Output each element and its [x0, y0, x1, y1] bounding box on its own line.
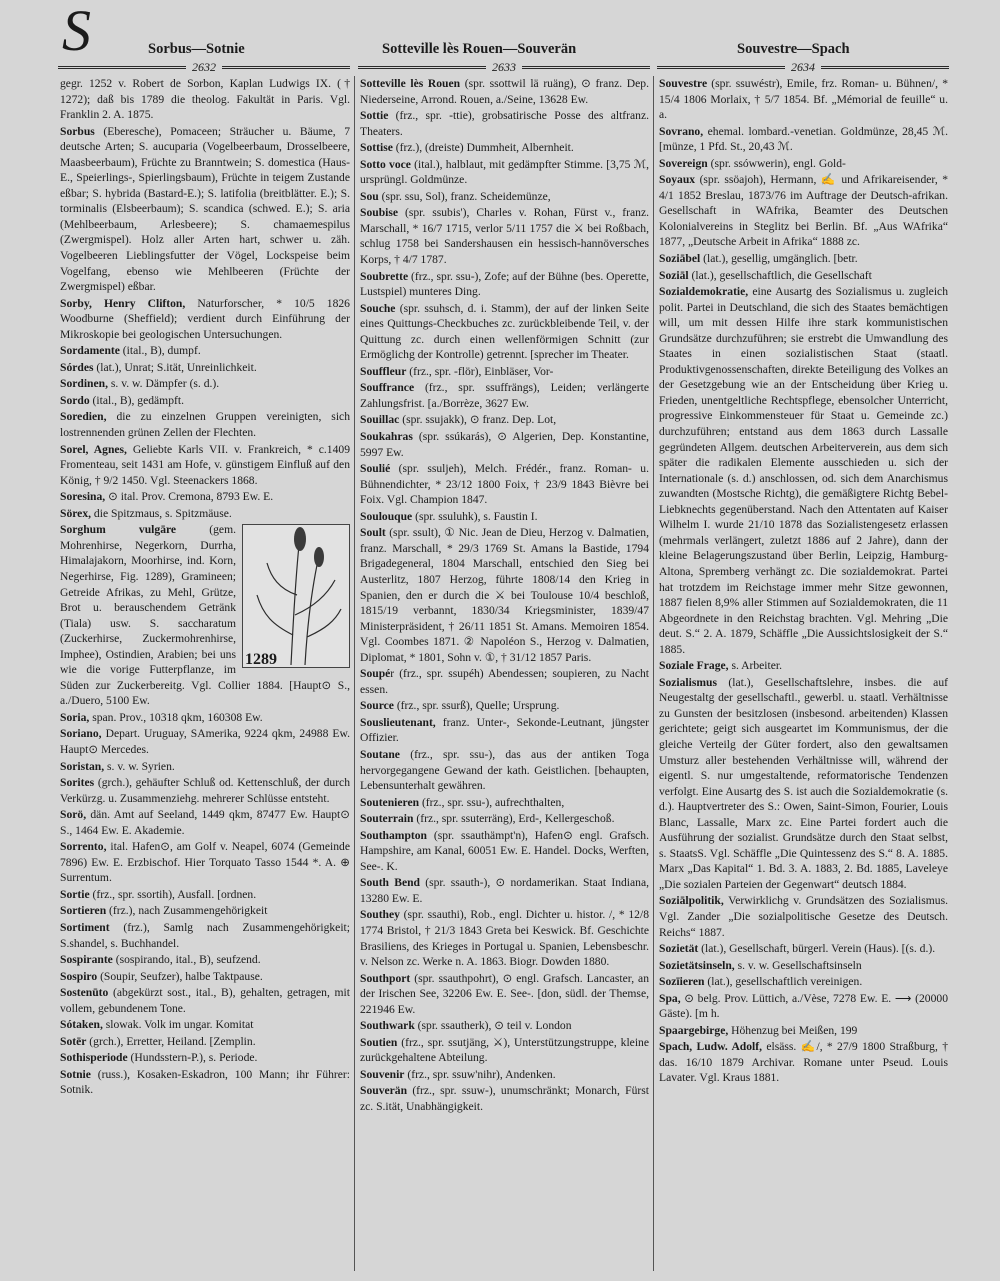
dictionary-entry [659, 658, 948, 674]
entry-headword: Soziālpolitik, [659, 894, 724, 908]
dictionary-entry [60, 775, 350, 806]
column-left [60, 76, 350, 1273]
entry-headword: Sovrano, [659, 124, 704, 138]
entry-headword: Sozietätsinseln, [659, 958, 735, 972]
entry-headword: Sorö, [60, 808, 87, 822]
entry-text: (frz., spr. ssu-), das aus der antiken Toga hervorgegangene Gewand der kath. Geistlichen. [behaupten, Lebensunterhalt gewähren. [360, 747, 649, 793]
entry-headword: Soziale Frage, [659, 659, 729, 673]
entry-text: (frz., spr. ssu-), aufrechthalten, [419, 795, 565, 809]
dictionary-entry [360, 907, 649, 969]
entry-text: gegr. 1252 v. Robert de Sorbon, Kaplan Ludwigs IX. († 1272); daß bis 1789 die theolog. Fakultät in Paris. Vgl. Franklin 2. A. 1875. [60, 77, 350, 122]
entry-text: (spr. ssúkarás), ⊙ Algerien, Dep. Konstantine, 5997 Ew. [360, 430, 649, 459]
entry-headword: Sozialismus [659, 675, 717, 689]
entry-text: (spr. ssauthi), Rob., engl. Dichter u. histor. /, * 12/8 1774 Bristol, † 21/3 1843 Greta bei Keswick. Bf. Geschichte Brasiliens, des Krieges in Portugal u. Spanien, Lebensbeschr. v. Nelson zc. Werke n. A. 1863. Biogr. Dowden 1880. [360, 908, 649, 969]
dictionary-entry [60, 360, 350, 376]
dictionary-entry [659, 958, 948, 974]
entry-text: (frz., spr. ssuffrängs), Leiden; verlängerte Zahlungsfrist. [a./Borrèze, 3627 Ew. [360, 381, 649, 410]
entry-text: (lat.), gesellschaftlich, die Gesellschaft [688, 268, 872, 282]
dictionary-entry [360, 429, 649, 460]
entry-headword: Souterrain [360, 812, 414, 826]
entry-text: (frz.), (dreiste) Dummheit, Albernheit. [392, 141, 574, 155]
dictionary-entry [60, 124, 350, 295]
dictionary-entry [60, 759, 350, 775]
dictionary-entry [360, 189, 649, 205]
header-right-range: Souvestre—Spach [737, 41, 850, 57]
dictionary-entry [360, 461, 649, 508]
dictionary-entry [360, 698, 649, 714]
dictionary-entry [60, 343, 350, 359]
entry-headword: Soupé [360, 667, 391, 681]
entry-text: dän. Amt auf Seeland, 1449 qkm, 87477 Ew. Haupt⊙ S., 1464 Ew. E. Akademie. [60, 808, 350, 837]
entry-text: (spr. ssottwil lä ruäng), ⊙ franz. Dep. Niederseine, Arrond. Rouen, a./Seine, 13628 Ew. [360, 77, 649, 106]
entry-text: elsäss. ✍/, * 27/9 1800 Straßburg, † das. 16/10 1879 Archivar. Romane unter Pseud. Louis Lavater. Vgl. Kraus 1881. [659, 1040, 948, 1085]
entry-headword: Soult [360, 526, 386, 540]
entry-text: (lat.), Unrat; S.ität, Unreinlichkeit. [93, 360, 257, 374]
header-middle-range: Sotteville lès Rouen—Souverän [382, 41, 577, 57]
dictionary-entry [360, 1018, 649, 1034]
dictionary-entry [360, 666, 649, 697]
entry-text: eine Ausartg des Sozialismus u. zugleich polit. Partei in Deutschland, die sich des Staates bemächtigen will, um mit dessen Hilfe ihre stark kommunistischen Grundsätze durchzuführen; sie erstrebt die Umwandlung des Staates in einen sozialistischen Staat (staatl. Produktivgenossenschaften, direkte Beteiligung des Volkes an der Gesetzgebung wie an der Entscheidung über Krieg u. Frieden, unentgeltliche Rechtspflege, ebensolcher Unterricht, progressive Einkommensteuer für Staat u. Gemeinde zc.) durchzuführen; entstand aus dem 1863 durch Lassalle gegründeten Allgem. deutschen Arbeiterverein, aus dem sich später die radikalen Elemente ausschieden u. sich der Internationale (s. d.) anschlossen, od. sich dem Anarchismus zuwandten (Mostsche Richtg), die gemäßigtere Richtg Bebel-Liebknechts gegenüberstand. Nach den Attentaten auf Kaiser Wilhelm I. wurde 21/10 1878 das Sozialistengesetz erlassen (mehrmals verlängert, zuletzt 1886 auf 2 Jahre), dann der kleine Belagerungszustand über Berlin, Leipzig, Hamburg-Altona, Spremberg verhängt zc. Die sozialdemokrat. Partei hat trotzdem im Reichstage immer mehr Sitze gewonnen, 1887 fielen 8,9% aller Stimmen auf Sozialdemokraten, die 11 Abgeordnete in den Reichstag brachten. Vgl. Mehring „Die deut. S.“ 2. A. 1879, Schäffle „Die Aussichtslosigkeit der S.“ 1885. [659, 285, 948, 656]
entry-headword: Sozīieren [659, 975, 705, 989]
entry-headword: Sordamente [60, 344, 120, 358]
entry-headword: Sozietät [659, 942, 699, 956]
entry-headword: Soresina, [60, 490, 106, 504]
entry-headword: Soutien [360, 1035, 398, 1049]
dictionary-entry [659, 991, 948, 1022]
dictionary-entry [60, 1034, 350, 1050]
dictionary-entry [60, 409, 350, 440]
entry-text: r (frz., spr. ssupéh) Abendessen; soupieren, zu Nacht essen. [360, 667, 649, 696]
entry-text: (spr. ssuwéstr), Emile, frz. Roman- u. Bühnen/, * 15/4 1806 Morlaix, † 5/7 1854. Bf. „Mémorial de feuille“ u. a. [659, 77, 948, 122]
entry-headword: Sorbus [60, 124, 95, 138]
dictionary-entry [659, 268, 948, 284]
dictionary-entry [360, 76, 649, 107]
entry-headword: Soulié [360, 462, 391, 476]
entry-text: (spr. ssuluhk), s. Faustin I. [412, 509, 538, 523]
entry-headword: Souslieutenant, [360, 715, 436, 729]
entry-text: (lat.), gesellig, umgänglich. [betr. [700, 252, 858, 266]
entry-headword: Sordo [60, 393, 90, 407]
entry-text: (spr. ssauthämpt'n), Hafen⊙ engl. Grafsch. Hampshire, am Kanal, 60051 Ew. E. Handel. Docks, Werften, See-. K. [360, 828, 649, 873]
header-left-range: Sorbus—Sotnie [148, 41, 245, 57]
entry-text: (ital., B), dumpf. [119, 344, 201, 358]
dictionary-entry [360, 1035, 649, 1066]
entry-headword: Soziābel [659, 252, 701, 266]
entry-text: (frz.), nach Zusammengehörigkeit [106, 904, 268, 918]
dictionary-entry [659, 675, 948, 893]
entry-headword: Soubrette [360, 269, 409, 283]
entry-text: (spr. ssautherk), ⊙ teil v. London [414, 1019, 572, 1033]
entry-headword: Souche [360, 301, 396, 315]
entry-headword: Soubise [360, 206, 399, 220]
dictionary-entry [360, 715, 649, 746]
dictionary-entry [60, 506, 350, 522]
entry-headword: Spa, [659, 991, 681, 1005]
entry-headword: Sostenūto [60, 986, 109, 1000]
dictionary-entry [60, 952, 350, 968]
entry-text: Naturforscher, * 10/5 1826 Woodburne (Sheffield); verdient durch Einführung der Mikroskopie bei geologischen Untersuchungen. [60, 296, 350, 341]
entry-headword: Sorrento, [60, 840, 107, 854]
entry-headword: Sottise [360, 141, 393, 155]
entry-headword: Sozialdemokratie, [659, 285, 749, 299]
entry-headword: Soutane [360, 747, 400, 761]
dictionary-entry [360, 364, 649, 380]
entry-headword: Souffrance [360, 381, 415, 395]
dictionary-entry [60, 393, 350, 409]
entry-headword: Sotto voce [360, 157, 411, 171]
dictionary-entry [659, 251, 948, 267]
entry-text: ⊙ ital. Prov. Cremona, 8793 Ew. E. [105, 490, 274, 504]
entry-headword: Sortieren [60, 904, 107, 918]
entry-text: ⊙ belg. Prov. Lüttich, a./Vèse, 7278 Ew. E. ⟶ (20000 Gäste). [m h. [659, 991, 948, 1021]
entry-text: (russ.), Kosaken-Eskadron, 100 Mann; ihr Führer: Sotnik. [60, 1067, 350, 1097]
dictionary-entry [60, 726, 350, 757]
dictionary-entry [60, 522, 350, 709]
entry-text: (frz., spr. -flör), Einbläser, Vor- [406, 364, 554, 378]
entry-headword: Soria, [60, 710, 90, 724]
dictionary-entry [659, 76, 948, 123]
dictionary-entry [360, 412, 649, 428]
entry-headword: Sorel, Agnes, [60, 442, 127, 456]
column-right [659, 76, 948, 1273]
dictionary-entry [60, 710, 350, 726]
page-number-right: 2634 [657, 60, 949, 74]
entry-headword: Sotteville lès Rouen [360, 77, 461, 90]
entry-headword: South Bend [360, 876, 420, 890]
entry-headword: Sordinen, [60, 377, 108, 391]
entry-headword: Sorby, Henry Clifton, [60, 296, 186, 310]
dictionary-entry [60, 442, 350, 489]
entry-headword: Sotēr [60, 1034, 87, 1048]
entry-text: (spr. ssöajoh), Hermann, ✍ und Afrikareisender, * 4/1 1852 Breslau, 1873/76 im Auftrage der Deutsch-afrikan. Gesellschaft in WAfrika, Beamter des Deutschen Kolonialvereins in Steglitz bei Berlin. Bf. „Aus WAfrika“ 1877, „Deutsche Arbeit in Afrika“ 1888 zc. [659, 173, 948, 249]
entry-headword: Spach, Ludw. Adolf, [659, 1040, 763, 1054]
entry-headword: Sorites [60, 776, 95, 790]
entry-text: (grch.), Erretter, Heiland. [Zemplin. [86, 1034, 256, 1048]
entry-text: die zu einzelnen Gruppen vereinigten, sich lostrennenden grünen Zellen der Flechten. [60, 410, 350, 440]
page-number-middle: 2633 [358, 60, 650, 74]
dictionary-entry [659, 156, 948, 172]
entry-text: (lat.), Gesellschaftslehre, insbes. die auf Neugestaltg der gesellschaftl., gewerbl. u. staatl. Verhältnisse zu Gunsten der besitzlosen (insbesond. arbeitenden) Klassen gerichtete; geigt sich ausgeartet im Kommunismus, der die gleiche Verteilg der Güter fordert, also den gewaltsamen Umsturz aller bestehenden Verhältnisse will, während der eigentl. S. nur umgestaltende, reformatorische Tendenzen verfolgt. Eine Ausartg des S. ist auch die Sozialdemokratie (s. d.). Hauptvertreter des S.: Owen, Saint-Simon, Fourier, Louis Blanc, Lassalle, Marx zc. Eine Partei fordert auch die Ausführung der sozialist. Grundsätze durch den Staat selbst, s. StaatsS. Vgl. Schäffle „Die Quintessenz des S.“ 8. A. 1885. Marx „Das Kapital“ 1. Bd. 3. A. 1883, 2. Bd. 1885, Laveleye „Die sozialen Parteien der Gegenwart“ deutsch 1884. [659, 675, 948, 891]
sorghum-plant-icon [243, 525, 349, 667]
dictionary-entry [360, 1067, 649, 1083]
entry-text: (frz., spr. ssuw'nihr), Andenken. [404, 1067, 556, 1081]
entry-text: Depart. Uruguay, SAmerika, 9224 qkm, 24988 Ew. Haupt⊙ Mercedes. [60, 727, 350, 756]
entry-text: (spr. ssuhsch, d. i. Stamm), der auf der linken Seite eines Quittungs-Checkbuches zc. zurückbleibende Teil, v. der Quittung zc. durch einen wellenförmigen Schnitt (zur Ermöglichg der Kontrolle) getrennt. [sprecher im Theater. [360, 301, 649, 362]
dictionary-entry [360, 971, 649, 1018]
entry-text: (lat.), gesellschaftlich vereinigen. [704, 975, 863, 989]
dictionary-entry [60, 985, 350, 1016]
entry-headword: Souvenir [360, 1067, 405, 1081]
entry-headword: Sospiro [60, 969, 98, 983]
entry-headword: Southport [360, 971, 411, 985]
entry-text: s. v. w. Dämpfer (s. d.). [108, 377, 220, 391]
entry-headword: Sovereign [659, 156, 708, 170]
dictionary-entry [60, 1050, 350, 1066]
entry-headword: Sospirante [60, 953, 113, 967]
entry-text: (spr. ssu, Sol), franz. Scheidemünze, [378, 189, 551, 203]
entry-headword: Souverän [360, 1084, 408, 1098]
dictionary-entry [659, 172, 948, 250]
entry-headword: Source [360, 699, 394, 713]
entry-headword: Southey [360, 908, 400, 922]
entry-text: (frz., spr. ssuterräng), Erd-, Kellergeschoß. [413, 812, 615, 826]
dictionary-entry [60, 839, 350, 886]
dictionary-entry [659, 1039, 948, 1086]
entry-text: (frz., spr. ssuw-), unumschränkt; Monarch, Fürst zc. S.ität, Unabhängigkeit. [360, 1084, 649, 1113]
dictionary-entry [659, 1023, 948, 1039]
entry-headword: Sortiment [60, 920, 110, 934]
entry-text: die Spitzmaus, s. Spitzmäuse. [91, 506, 232, 520]
entry-text: (frz., spr. ssortih), Ausfall. [ordnen. [89, 887, 257, 901]
dictionary-entry [60, 76, 350, 123]
entry-headword: Souffleur [360, 364, 407, 378]
entry-text: (frz., spr. -ttie), grobsatirische Posse des altfranz. Theaters. [360, 109, 649, 138]
entry-text: franz. Unter-, Sekonde-Leutnant, jüngster Offizier. [360, 715, 649, 745]
entry-headword: Soutenieren [360, 795, 420, 809]
entry-text: ehemal. lombard.-venetian. Goldmünze, 28,45 ℳ. [münze, 1 Pfd. St., 20,43 ℳ. [659, 124, 948, 154]
dictionary-entry [360, 301, 649, 363]
dictionary-entry [360, 828, 649, 875]
entry-text: s. v. w. Syrien. [104, 759, 175, 773]
entry-headword: Sótaken, [60, 1018, 103, 1032]
dictionary-entry [360, 1083, 649, 1114]
entry-headword: Sothisperiode [60, 1051, 128, 1065]
dictionary-entry [60, 969, 350, 985]
entry-headword: Souvestre [659, 77, 708, 90]
entry-text: (sospirando, ital., B), seufzend. [112, 953, 261, 967]
entry-text: (lat.), Gesellschaft, bürgerl. Verein (Haus). [(s. d.). [698, 942, 936, 956]
dictionary-entry [60, 489, 350, 505]
entry-headword: Souillac [360, 413, 400, 427]
dictionary-entry [60, 887, 350, 903]
dictionary-entry [360, 380, 649, 411]
entry-text: (Soupir, Seufzer), halbe Taktpause. [97, 969, 263, 983]
entry-text: (spr. ssauth-), ⊙ nordamerikan. Staat Indiana, 13280 Ew. E. [360, 876, 649, 905]
entry-text: Geliebte Karls VII. v. Frankreich, * c.1409 Fromenteau, seit 1431 am Hofe, v. günstigem Einfluß auf den König, † 9/2 1450. Vgl. Steenackers 1868. [60, 442, 350, 487]
entry-text: (spr. ssubis'), Charles v. Rohan, Fürst v., franz. Marschall, * 16/7 1715, verlor 5/11 1757 die ⚔ bei Roßbach, schlug 1758 bei Sandershausen ein hessisch-hannöversches Korps, † 4/7 1787. [360, 206, 649, 267]
entry-headword: Sörex, [60, 506, 92, 520]
entry-text: (spr. ssauthpohrt), ⊙ engl. Grafsch. Lancaster, an der Irischen See, 32206 Ew. E. See-. [don, südl. der Themse, 221946 Ew. [360, 971, 649, 1016]
entry-text: (spr. ssówwerin), engl. Gold- [707, 156, 846, 170]
entry-headword: Sou [360, 189, 379, 203]
dictionary-entry [659, 284, 948, 657]
entry-text: (grch.), gehäufter Schluß od. Kettenschluß, der durch Verkürzg. u. Zusammenziehg. mehrerer Schlüsse entsteht. [60, 776, 350, 805]
entry-text: (frz., spr. ssutjäng, ⚔), Unterstützungstruppe, kleine zurückgehaltene Abteilung. [360, 1035, 649, 1065]
entry-text: (ital.), halblaut, mit gedämpfter Stimme. [3,75 ℳ, ursprüngl. Goldmünze. [360, 157, 649, 187]
entry-text: Höhenzug bei Meißen, 199 [728, 1023, 858, 1037]
dictionary-entry [360, 747, 649, 794]
entry-headword: Soriano, [60, 727, 102, 741]
dictionary-entry [360, 108, 649, 139]
dictionary-entry [659, 893, 948, 940]
dictionary-entry [360, 269, 649, 300]
entry-text: slowak. Volk im ungar. Komitat [102, 1018, 254, 1032]
dictionary-entry [60, 296, 350, 343]
entry-headword: Sottie [360, 109, 389, 123]
entry-text: (spr. ssujakk), ⊙ franz. Dep. Lot, [399, 413, 557, 427]
dictionary-entry [60, 1017, 350, 1033]
dictionary-entry [60, 376, 350, 392]
dictionary-entry [360, 157, 649, 188]
section-letter: S [62, 0, 91, 63]
entry-text: (spr. ssult), ① Nic. Jean de Dieu, Herzog v. Dalmatien, franz. Marschall, * 29/3 1769 St. Amans la Bastide, 1794 Brigadegeneral, 1804 Marschall, entschied den Sieg bei Austerlitz, 1807 Herzog, führte 1808/14 den Krieg in Spanien, den er durch die ⚔ bei Toulouse 10/4 beschloß, 1815/19 verbannt, 1830/34 Kriegsminister, 1839/47 Ministerpräsident, † 26/11 1851 St. Amans. Memoiren 1854. Vgl. Coombes 1871. ② Napoléon S., Herzog v. Dalmatien, Diplomat, * 1801, Sohn v. ①, † 31/12 1857 Paris. [360, 526, 649, 664]
page-number-left: 2632 [58, 60, 350, 74]
entry-headword: Southwark [360, 1019, 415, 1033]
dictionary-entry [360, 509, 649, 525]
entry-headword: Sórdes [60, 360, 94, 374]
entry-text: (Eberesche), Pomaceen; Sträucher u. Bäume, 7 deutsche Arten; S. aucuparia (Vogelbeerbaum, Drosselbeere, Maasbeerbaum), Früchte zu Branntwein; S. domestica (Haus-E., Speierlings-, Spierlingsbaum), Früchte in teigem Zustande eßbar; S. hybrida (Bastard-E.); S. latifolia (breitblätter. E.); S. torminalis (Elsbeerbaum); S. scandica (schwed. E.); S. aria (Mehlbeerbaum, Arlesbeere); S. chamaemespilus (Zwergmispel). Holz aller Arten hart, schwer u. zäh. Vogelbeeren Lieblingsfutter der Vögel, Lockspeise beim Vogelfang, ebenso wie Mehlbeeren (Früchte der Zwergmispel) eßbar. [60, 124, 350, 294]
entry-text: (spr. ssuljeh), Melch. Frédér., franz. Roman- u. Bühnendichter, * 23/12 1800 Foix, † 23/9 1843 Bièvre bei Foix. Vgl. Champion 1847. [360, 462, 649, 507]
dictionary-entry [360, 140, 649, 156]
entry-text: (frz.), Samlg nach Zusammengehörigkeit; S.shandel, s. Buchhandel. [60, 920, 350, 950]
entry-headword: Spaargebirge, [659, 1023, 729, 1037]
entry-headword: Soristan, [60, 759, 105, 773]
entry-headword: Soyaux [659, 173, 696, 187]
entry-text: (frz., spr. ssurß), Quelle; Ursprung. [393, 699, 560, 713]
dictionary-entry [360, 205, 649, 267]
entry-headword: Soredien, [60, 410, 107, 424]
column-divider [653, 76, 654, 1271]
entry-headword: Sorghum vulgāre [60, 523, 177, 537]
column-divider [354, 76, 355, 1271]
column-middle [360, 76, 649, 1273]
entry-headword: Soziāl [659, 268, 689, 282]
dictionary-entry [60, 807, 350, 838]
dictionary-entry [60, 920, 350, 951]
entry-headword: Soulouque [360, 509, 413, 523]
entry-text: ital. Hafen⊙, am Golf v. Neapel, 6074 (Gemeinde 7896) Ew. E. Erzbischof. Hier Torquato Tasso 1544 *. A. ⊕ Surrentum. [60, 840, 350, 885]
sorghum-plant-figure [242, 524, 350, 668]
figure-caption: 1289 [245, 650, 277, 668]
entry-text: (ital., B), gedämpft. [89, 393, 184, 407]
dictionary-entry [360, 811, 649, 827]
entry-text: s. v. w. Gesellschaftsinseln [734, 958, 862, 972]
dictionary-entry [659, 974, 948, 990]
dictionary-entry [360, 525, 649, 665]
entry-text: (gem. Mohrenhirse, Negerkorn, Durrha, Himalajakorn, Moorhirse, ind. Korn, Negerhirse, Fig. 1289), Gramineen; Getreide Afrikas, zu Mehl, Grütze, Brot u. berauschendem Getränk (Tiala) usw. S. saccharatum (Zuckerhirse, Zuckermohrenhirse, Imphee), Ostindien, Arabien; bei uns wie die vorige Futterpflanze, im Süden zur Zuckerbereitg. Vgl. Collier 1884. [Haupt⊙ S., a./Duero, 5100 Ew. [60, 523, 350, 708]
entry-text: (Hundsstern-P.), s. Periode. [127, 1051, 258, 1065]
entry-headword: Sotnie [60, 1067, 91, 1081]
dictionary-entry [360, 795, 649, 811]
dictionary-entry [659, 124, 948, 155]
entry-text: Verwirklichg v. Grundsätzen des Sozialismus. Vgl. Zander „Die sozialpolitische Gesetze des Deutsch. Reichs“ 1887. [659, 894, 948, 939]
dictionary-entry [659, 941, 948, 957]
dictionary-entry [60, 903, 350, 919]
dictionary-entry [360, 875, 649, 906]
entry-headword: Soukahras [360, 430, 413, 444]
entry-text: (frz., spr. ssu-), Zofe; auf der Bühne (bes. Operette, Lustspiel) munteres Ding. [360, 269, 649, 299]
entry-headword: Southampton [360, 828, 428, 842]
entry-text: s. Arbeiter. [728, 659, 782, 673]
dictionary-entry [60, 1067, 350, 1098]
entry-text: span. Prov., 10318 qkm, 160308 Ew. [89, 710, 263, 724]
entry-headword: Sortie [60, 887, 90, 901]
entry-text: (abgekürzt sost., ital., B), gehalten, getragen, mit vollem, gebundenem Tone. [60, 986, 350, 1015]
